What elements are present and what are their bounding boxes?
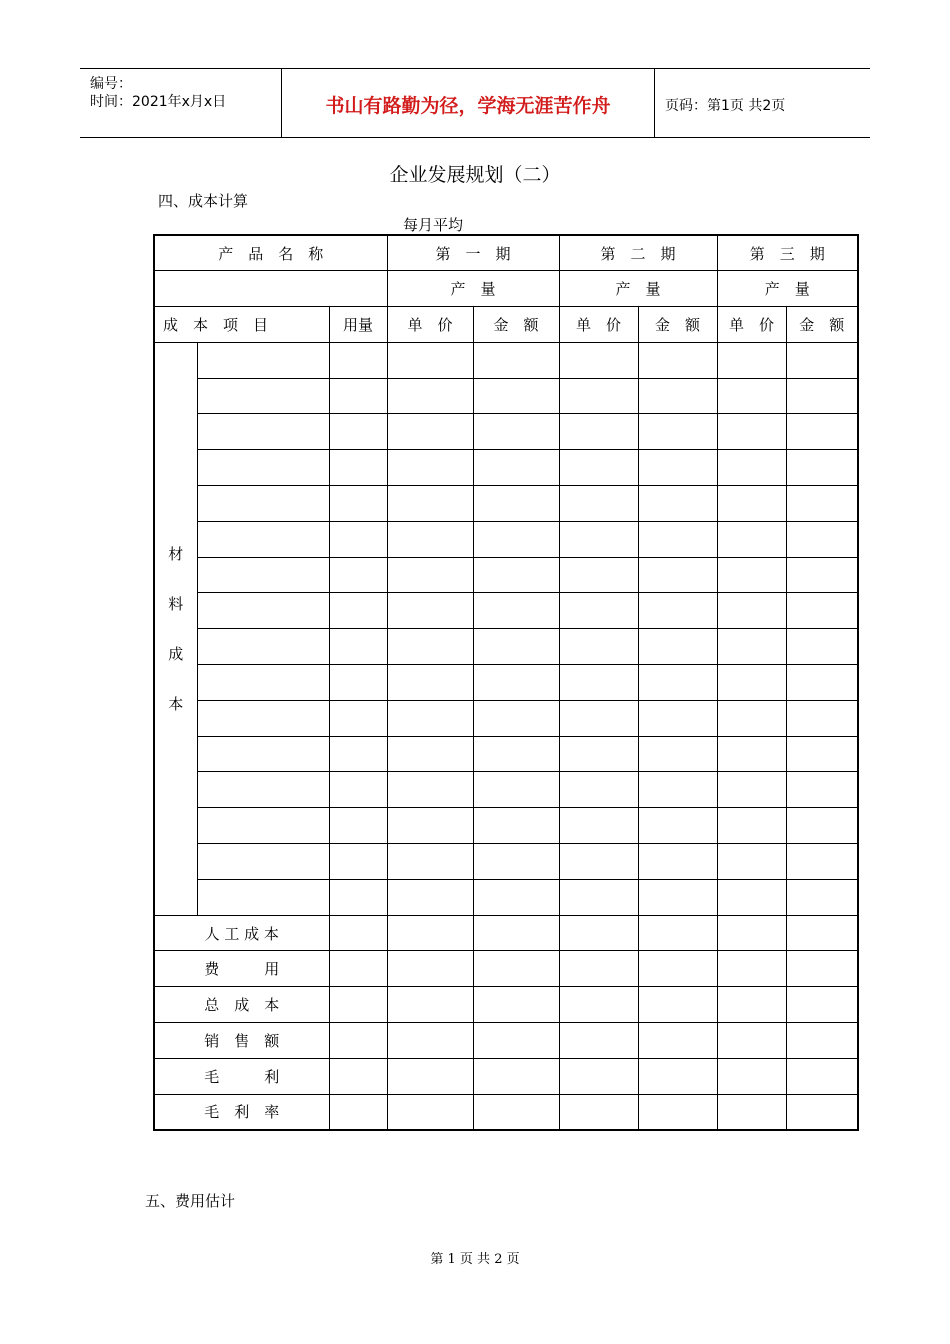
table-cell[interactable] <box>638 1094 717 1130</box>
table-cell[interactable] <box>473 915 559 951</box>
table-cell[interactable] <box>473 951 559 987</box>
table-cell[interactable] <box>717 378 786 414</box>
table-cell[interactable] <box>786 1023 858 1059</box>
table-cell[interactable] <box>638 987 717 1023</box>
table-cell[interactable] <box>473 700 559 736</box>
table-cell[interactable] <box>638 951 717 987</box>
table-cell[interactable] <box>786 450 858 486</box>
table-cell[interactable] <box>387 772 473 808</box>
table-cell[interactable] <box>473 414 559 450</box>
table-cell[interactable] <box>329 1058 387 1094</box>
table-cell[interactable] <box>786 629 858 665</box>
table-cell[interactable] <box>197 665 329 701</box>
table-row <box>154 915 858 951</box>
table-cell[interactable] <box>717 915 786 951</box>
table-cell[interactable] <box>786 915 858 951</box>
table-cell[interactable] <box>559 772 638 808</box>
output-label-1: 产 量 <box>387 271 559 307</box>
table-cell[interactable] <box>638 378 717 414</box>
table-cell[interactable] <box>473 521 559 557</box>
unit-price-header-2: 单 价 <box>559 307 638 343</box>
table-cell[interactable] <box>786 951 858 987</box>
table-cell[interactable] <box>638 700 717 736</box>
table-cell[interactable] <box>786 844 858 880</box>
table-cell[interactable] <box>329 629 387 665</box>
table-cell[interactable] <box>717 450 786 486</box>
output-label-3: 产 量 <box>717 271 858 307</box>
table-row <box>154 1094 858 1130</box>
table-cell[interactable] <box>717 1023 786 1059</box>
table-row <box>154 1023 858 1059</box>
table-cell[interactable] <box>559 486 638 522</box>
table-cell[interactable] <box>638 808 717 844</box>
table-cell[interactable] <box>473 450 559 486</box>
amount-header-1: 金 额 <box>473 307 559 343</box>
table-cell[interactable] <box>559 593 638 629</box>
table-cell[interactable] <box>473 629 559 665</box>
table-cell[interactable] <box>786 736 858 772</box>
table-cell[interactable] <box>329 521 387 557</box>
amount-header-3: 金 额 <box>786 307 858 343</box>
motto-text: 书山有路勤为径，学海无涯苦作舟 <box>325 95 611 117</box>
table-cell[interactable] <box>329 1023 387 1059</box>
table-cell[interactable] <box>638 629 717 665</box>
table-cell[interactable] <box>717 557 786 593</box>
table-cell[interactable] <box>717 342 786 378</box>
table-cell[interactable] <box>387 1094 473 1130</box>
table-cell[interactable] <box>473 557 559 593</box>
table-cell[interactable] <box>717 987 786 1023</box>
table-row <box>154 378 858 414</box>
summary-row-label: 人 工 成 本 <box>154 915 329 951</box>
table-cell[interactable] <box>387 915 473 951</box>
table-cell[interactable] <box>786 342 858 378</box>
summary-row-label: 毛 利 <box>154 1058 329 1094</box>
table-cell[interactable] <box>638 414 717 450</box>
table-cell[interactable] <box>559 879 638 915</box>
output-label-2: 产 量 <box>559 271 717 307</box>
material-cost-char: 成 <box>168 644 184 663</box>
summary-row-label: 销 售 额 <box>154 1023 329 1059</box>
table-cell[interactable] <box>387 987 473 1023</box>
section-heading-expense-estimate: 五、费用估计 <box>145 1192 236 1210</box>
table-cell[interactable] <box>329 342 387 378</box>
table-row <box>154 736 858 772</box>
table-cell[interactable] <box>717 700 786 736</box>
table-cell[interactable] <box>638 879 717 915</box>
table-row <box>154 307 858 343</box>
header-meta-cell <box>80 69 280 137</box>
table-row <box>154 879 858 915</box>
table-row <box>154 772 858 808</box>
material-cost-char: 材 <box>168 544 184 563</box>
product-name-cell[interactable] <box>154 271 387 307</box>
table-cell[interactable] <box>638 1058 717 1094</box>
section-heading-cost-calculation: 四、成本计算 <box>158 192 249 210</box>
summary-row-label: 毛 利 率 <box>154 1094 329 1130</box>
table-cell[interactable] <box>717 844 786 880</box>
table-row <box>154 450 858 486</box>
table-row <box>154 593 858 629</box>
table-cell[interactable] <box>387 521 473 557</box>
table-cell[interactable] <box>473 844 559 880</box>
table-cell[interactable] <box>329 700 387 736</box>
table-cell[interactable] <box>717 521 786 557</box>
summary-row-label: 费 用 <box>154 951 329 987</box>
table-cell[interactable] <box>638 844 717 880</box>
amount-header-2: 金 额 <box>638 307 717 343</box>
table-cell[interactable] <box>329 450 387 486</box>
table-row <box>154 629 858 665</box>
table-cell[interactable] <box>559 951 638 987</box>
table-row <box>154 557 858 593</box>
table-cell[interactable] <box>387 700 473 736</box>
table-cell[interactable] <box>197 879 329 915</box>
time-label: 时间：2021年x月x日 <box>90 94 227 110</box>
period-3-header: 第 三 期 <box>717 235 858 271</box>
table-row <box>154 271 858 307</box>
table-cell[interactable] <box>559 521 638 557</box>
unit-price-header-1: 单 价 <box>387 307 473 343</box>
table-cell[interactable] <box>717 629 786 665</box>
table-cell[interactable] <box>387 378 473 414</box>
table-cell[interactable] <box>387 342 473 378</box>
table-row <box>154 951 858 987</box>
table-caption: 每月平均 <box>403 216 464 234</box>
table-cell[interactable] <box>786 557 858 593</box>
table-cell[interactable] <box>638 915 717 951</box>
table-cell[interactable] <box>786 879 858 915</box>
table-cell[interactable] <box>387 736 473 772</box>
table-cell[interactable] <box>638 557 717 593</box>
table-cell[interactable] <box>197 736 329 772</box>
table-cell[interactable] <box>786 414 858 450</box>
table-cell[interactable] <box>559 844 638 880</box>
table-cell[interactable] <box>559 808 638 844</box>
table-cell[interactable] <box>387 951 473 987</box>
table-cell[interactable] <box>786 378 858 414</box>
table-row <box>154 700 858 736</box>
table-cell[interactable] <box>197 378 329 414</box>
table-cell[interactable] <box>387 557 473 593</box>
table-cell[interactable] <box>387 844 473 880</box>
table-cell[interactable] <box>473 342 559 378</box>
document-title: 企业发展规划（二） <box>389 164 561 186</box>
table-cell[interactable] <box>717 879 786 915</box>
table-cell[interactable] <box>387 665 473 701</box>
table-cell[interactable] <box>786 772 858 808</box>
period-2-header: 第 二 期 <box>559 235 717 271</box>
table-cell[interactable] <box>717 1094 786 1130</box>
table-cell[interactable] <box>559 915 638 951</box>
table-cell[interactable] <box>717 951 786 987</box>
table-cell[interactable] <box>559 450 638 486</box>
table-cell[interactable] <box>387 414 473 450</box>
table-cell[interactable] <box>473 665 559 701</box>
table-cell[interactable] <box>717 486 786 522</box>
table-cell[interactable] <box>786 700 858 736</box>
table-cell[interactable] <box>638 772 717 808</box>
table-row <box>154 235 858 271</box>
table-cell[interactable] <box>387 1058 473 1094</box>
period-1-header: 第 一 期 <box>387 235 559 271</box>
table-cell[interactable] <box>329 808 387 844</box>
table-cell[interactable] <box>786 665 858 701</box>
table-cell[interactable] <box>559 700 638 736</box>
table-cell[interactable] <box>197 450 329 486</box>
table-cell[interactable] <box>387 808 473 844</box>
number-label: 编号： <box>90 76 132 92</box>
cost-item-header: 成 本 项 目 <box>154 307 329 343</box>
unit-price-header-3: 单 价 <box>717 307 786 343</box>
table-cell[interactable] <box>638 1023 717 1059</box>
header-motto-cell <box>281 69 655 137</box>
table-cell[interactable] <box>786 593 858 629</box>
table-cell[interactable] <box>473 1023 559 1059</box>
table-row <box>154 808 858 844</box>
table-cell[interactable] <box>387 879 473 915</box>
table-cell[interactable] <box>786 1094 858 1130</box>
table-cell[interactable] <box>329 1094 387 1130</box>
table-cell[interactable] <box>717 1058 786 1094</box>
table-cell[interactable] <box>197 772 329 808</box>
table-cell[interactable] <box>473 808 559 844</box>
cost-table <box>153 234 859 1131</box>
table-cell[interactable] <box>387 486 473 522</box>
table-cell[interactable] <box>387 1023 473 1059</box>
table-cell[interactable] <box>387 450 473 486</box>
table-cell[interactable] <box>638 665 717 701</box>
table-cell[interactable] <box>638 736 717 772</box>
table-cell[interactable] <box>387 629 473 665</box>
material-cost-char: 本 <box>168 694 184 713</box>
table-row <box>154 844 858 880</box>
table-cell[interactable] <box>786 1058 858 1094</box>
table-cell[interactable] <box>717 772 786 808</box>
table-cell[interactable] <box>717 414 786 450</box>
material-cost-char: 料 <box>168 594 184 613</box>
table-cell[interactable] <box>786 486 858 522</box>
table-cell[interactable] <box>559 1094 638 1130</box>
table-cell[interactable] <box>387 593 473 629</box>
table-cell[interactable] <box>559 557 638 593</box>
table-cell[interactable] <box>638 342 717 378</box>
table-cell[interactable] <box>559 414 638 450</box>
table-cell[interactable] <box>473 593 559 629</box>
table-cell[interactable] <box>559 629 638 665</box>
table-cell[interactable] <box>786 808 858 844</box>
table-cell[interactable] <box>473 736 559 772</box>
header-page-cell <box>655 69 870 137</box>
table-cell[interactable] <box>559 1023 638 1059</box>
table-cell[interactable] <box>473 772 559 808</box>
table-cell[interactable] <box>638 521 717 557</box>
table-cell[interactable] <box>197 342 329 378</box>
table-row <box>154 665 858 701</box>
table-cell[interactable] <box>197 808 329 844</box>
table-cell[interactable] <box>717 808 786 844</box>
table-cell[interactable] <box>329 951 387 987</box>
table-cell[interactable] <box>473 486 559 522</box>
table-cell[interactable] <box>786 987 858 1023</box>
table-cell[interactable] <box>473 378 559 414</box>
usage-header: 用量 <box>329 307 387 343</box>
page-footer: 第 1 页 共 2 页 <box>430 1252 520 1267</box>
table-cell[interactable] <box>197 521 329 557</box>
table-cell[interactable] <box>329 736 387 772</box>
table-cell[interactable] <box>638 593 717 629</box>
table-cell[interactable] <box>329 486 387 522</box>
table-cell[interactable] <box>473 987 559 1023</box>
summary-row-label: 总 成 本 <box>154 987 329 1023</box>
document-header <box>80 68 870 138</box>
table-cell[interactable] <box>559 736 638 772</box>
table-cell[interactable] <box>197 557 329 593</box>
table-cell[interactable] <box>329 844 387 880</box>
table-row <box>154 342 858 378</box>
table-row <box>154 987 858 1023</box>
table-cell[interactable] <box>329 772 387 808</box>
product-name-header: 产 品 名 称 <box>154 235 387 271</box>
table-cell[interactable] <box>559 378 638 414</box>
table-cell[interactable] <box>638 450 717 486</box>
table-cell[interactable] <box>717 736 786 772</box>
table-cell[interactable] <box>786 521 858 557</box>
table-cell[interactable] <box>473 1094 559 1130</box>
table-cell[interactable] <box>329 915 387 951</box>
table-cell[interactable] <box>197 593 329 629</box>
table-cell[interactable] <box>559 665 638 701</box>
table-cell[interactable] <box>197 414 329 450</box>
table-cell[interactable] <box>329 557 387 593</box>
table-row <box>154 414 858 450</box>
table-cell[interactable] <box>329 414 387 450</box>
table-cell[interactable] <box>197 700 329 736</box>
table-row <box>154 521 858 557</box>
table-cell[interactable] <box>329 987 387 1023</box>
table-cell[interactable] <box>717 665 786 701</box>
material-cost-label <box>154 342 197 915</box>
table-cell[interactable] <box>559 1058 638 1094</box>
table-cell[interactable] <box>197 844 329 880</box>
table-cell[interactable] <box>329 378 387 414</box>
table-cell[interactable] <box>329 593 387 629</box>
table-cell[interactable] <box>717 593 786 629</box>
table-row <box>154 486 858 522</box>
page-info: 页码：第1页 共2页 <box>665 98 786 114</box>
table-cell[interactable] <box>197 629 329 665</box>
table-cell[interactable] <box>473 1058 559 1094</box>
table-cell[interactable] <box>197 486 329 522</box>
table-cell[interactable] <box>559 342 638 378</box>
table-row <box>154 1058 858 1094</box>
table-cell[interactable] <box>329 879 387 915</box>
table-cell[interactable] <box>638 486 717 522</box>
table-cell[interactable] <box>559 987 638 1023</box>
table-cell[interactable] <box>473 879 559 915</box>
table-cell[interactable] <box>329 665 387 701</box>
